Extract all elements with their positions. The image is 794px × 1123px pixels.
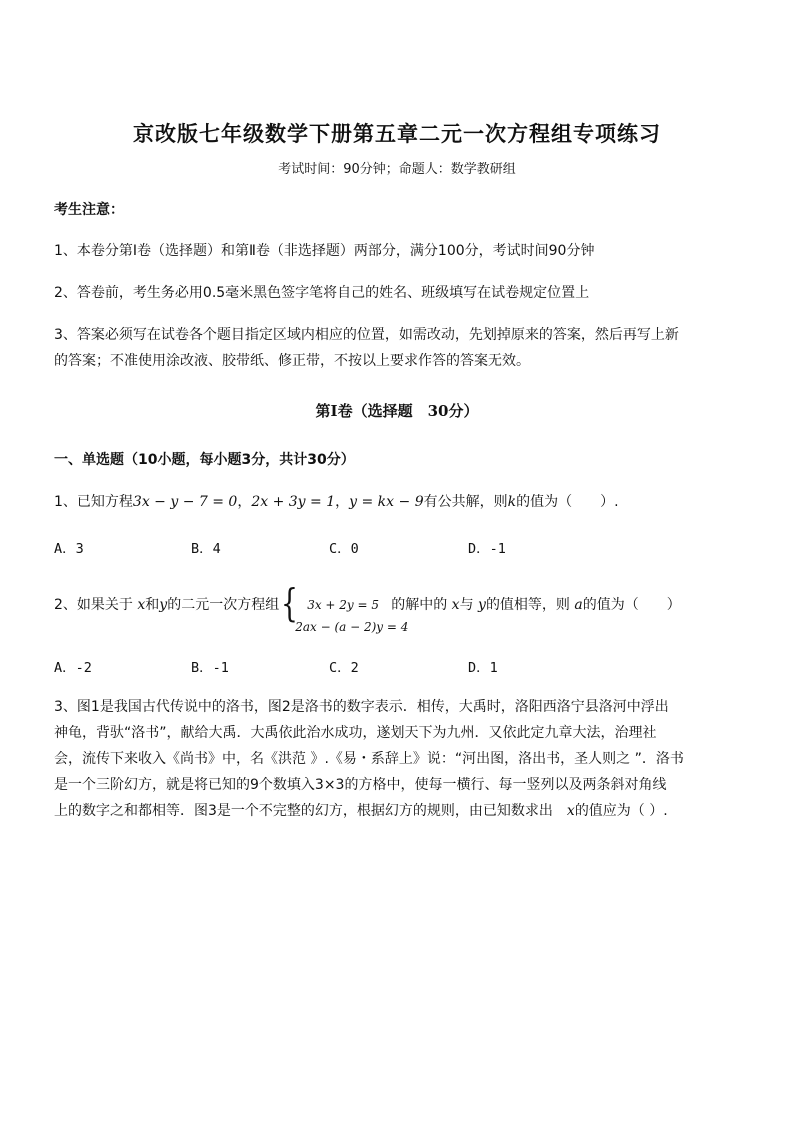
- q1-equation-1: 3x − y − 7 = 0: [132, 494, 238, 510]
- q3-line-5: [54, 801, 668, 821]
- question-2: [54, 581, 681, 634]
- q1-mid-text: 有公共解，则: [423, 494, 508, 510]
- q2-equation-system: [281, 581, 409, 634]
- q3-line-5-text: 上的数字之和都相等．图3是一个不完整的幻方，根据幻方的规则，由已知数求出: [54, 803, 567, 819]
- notice-item-1: 1、本卷分第Ⅰ卷（选择题）和第Ⅱ卷（非选择题）两部分，满分100分，考试时间90分钟: [54, 243, 595, 259]
- q1-separator: ，: [237, 494, 252, 510]
- q1-prefix: 1、已知方程: [54, 494, 133, 510]
- notice-item-3-line-1: 3、答案必须写在试卷各个题目指定区域内相应的位置，如需改动，先划掉原来的答案，然后再写上新: [54, 327, 679, 343]
- q2-mid-text: 的二元一次方程组: [167, 597, 280, 613]
- q1-variable-k: k: [507, 494, 517, 510]
- q3-line-1: 3、图1是我国古代传说中的洛书，图2是洛书的数字表示．相传，大禹时，洛阳西洛宁县洛河中浮出: [54, 699, 669, 715]
- q2-suffix: 的值为（ ）: [582, 597, 681, 613]
- q2-tail-text: 的值相等，则: [485, 597, 570, 613]
- q1-suffix: 的值为（ ）.: [516, 494, 619, 510]
- q3-line-2: 神龟，背驮“洛书”，献给大禹．大禹依此治水成功，遂划天下为九州．又依此定九章大法，治理社: [54, 725, 657, 741]
- q3-line-4: 是一个三阶幻方，就是将已知的9个数填入3×3的方格中，使每一横行、每一竖列以及两条斜对角线: [54, 777, 667, 793]
- page-title: 京改版七年级数学下册第五章二元一次方程组专项练习: [133, 121, 661, 146]
- q2-connector: 和: [145, 597, 160, 613]
- q1-option-d[interactable]: D．-1: [468, 541, 506, 557]
- q2-variable-x: x: [451, 597, 460, 613]
- q1-option-a[interactable]: A．3: [54, 541, 84, 557]
- q2-system-eq-2: 2ax − (a − 2)y = 4: [295, 620, 409, 634]
- notice-item-2: 2、答卷前，考生务必用0.5毫米黑色签字笔将自己的姓名、班级填写在试卷规定位置上: [54, 285, 590, 301]
- q2-variable-y: y: [159, 597, 168, 613]
- q2-option-b[interactable]: B．-1: [191, 660, 229, 676]
- q2-system-eq-1: 3x + 2y = 5: [307, 598, 380, 612]
- exam-info: 考试时间：90分钟；命题人：数学教研组: [278, 162, 516, 177]
- q1-equation-3: y = kx − 9: [349, 494, 424, 510]
- q2-option-d[interactable]: D．1: [468, 660, 498, 676]
- q3-line-3: 会，流传下来收入《尚书》中，名《洪范 》.《易・系辞上》说：“河出图，洛出书，圣人则之 ”．洛书: [54, 751, 684, 767]
- notice-heading: 考生注意：: [54, 202, 124, 218]
- q2-option-c[interactable]: C．2: [329, 660, 359, 676]
- q2-after-system: 的解中的: [391, 597, 448, 613]
- q3-line-5-suffix: 的值应为（ ）.: [574, 803, 668, 819]
- section-title: 第Ⅰ卷（选择题 30分）: [315, 402, 479, 420]
- q2-connector: 与: [459, 597, 474, 613]
- q1-option-b[interactable]: B．4: [191, 541, 221, 557]
- q2-variable-x: x: [137, 597, 146, 613]
- q2-variable-a: a: [574, 597, 583, 613]
- question-1: [54, 492, 619, 512]
- q1-equation-2: 2x + 3y = 1: [251, 494, 336, 510]
- brace-icon: {: [281, 581, 299, 625]
- q1-option-c[interactable]: C．0: [329, 541, 359, 557]
- q2-option-a[interactable]: A．-2: [54, 660, 92, 676]
- q2-variable-y: y: [478, 597, 486, 613]
- q2-prefix: 2、如果关于: [54, 597, 133, 613]
- part-heading: 一、单选题（10小题，每小题3分，共计30分）: [54, 452, 355, 468]
- q3-variable-x: x: [566, 803, 575, 819]
- q1-separator: ，: [335, 494, 350, 510]
- notice-item-3-line-2: 的答案；不准使用涂改液、胶带纸、修正带，不按以上要求作答的答案无效。: [54, 353, 530, 369]
